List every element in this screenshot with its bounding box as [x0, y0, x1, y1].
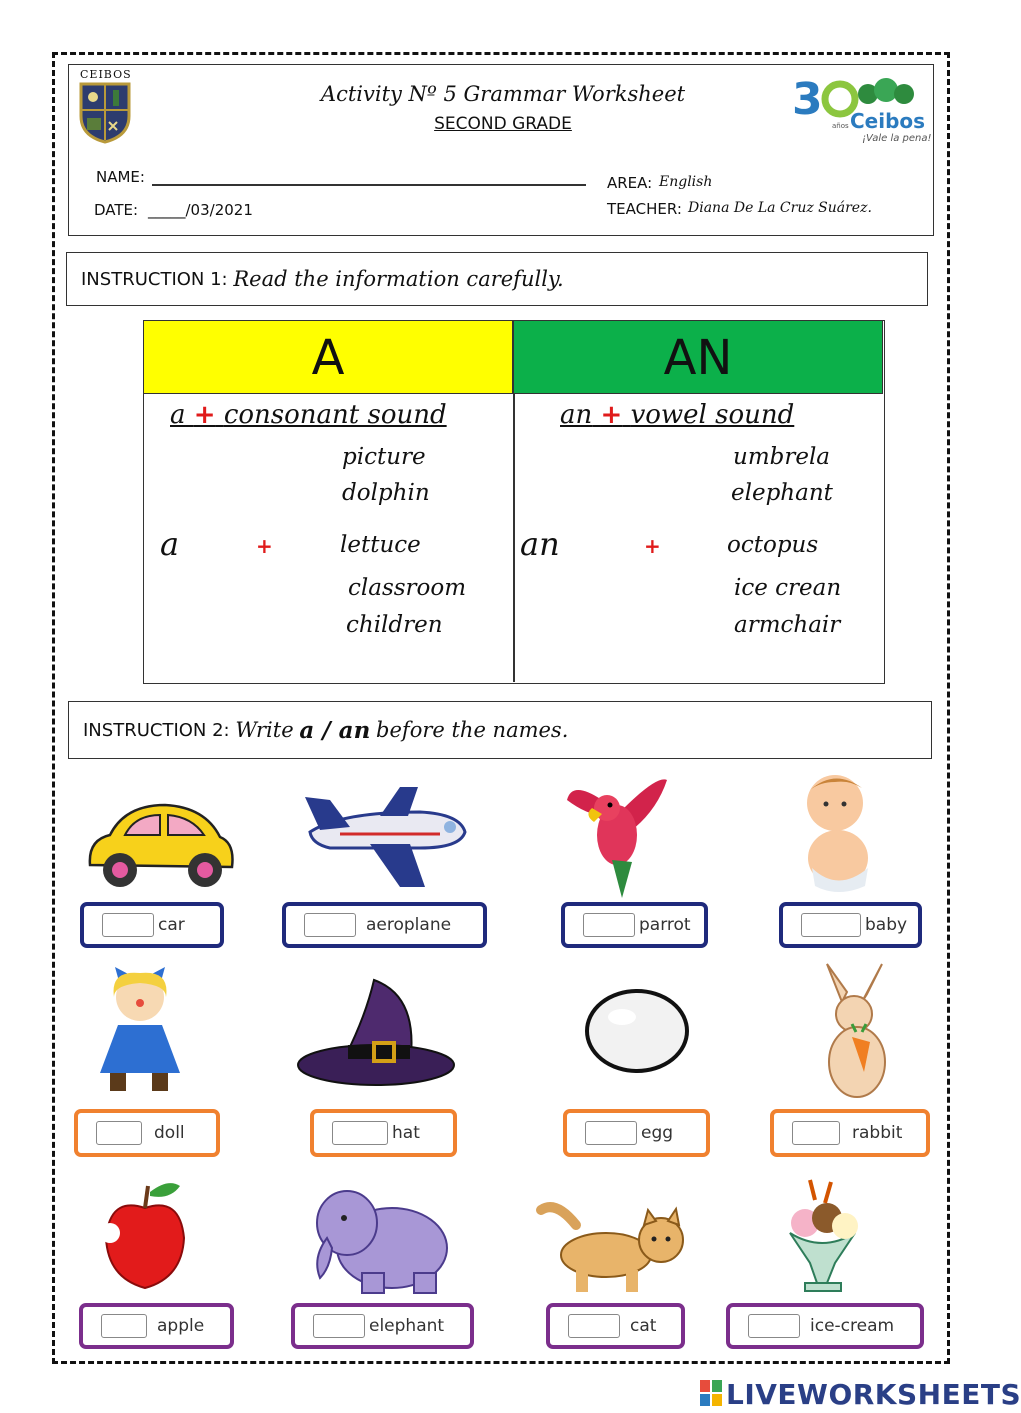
grade-subtitle-text: SECOND GRADE	[434, 114, 572, 134]
answer-input-baby[interactable]	[801, 913, 861, 937]
name-label: NAME:	[96, 168, 145, 186]
logo-text: Ceibos	[850, 109, 926, 133]
svg-text:3: 3	[792, 74, 823, 125]
a-word: picture	[342, 444, 426, 470]
answer-box-parrot	[561, 902, 708, 948]
cat-icon	[536, 1195, 696, 1295]
car-icon	[80, 795, 240, 895]
instruction-1-label: INSTRUCTION 1:	[81, 268, 228, 290]
item-label: rabbit	[852, 1123, 903, 1143]
a-word: lettuce	[340, 532, 421, 558]
instruction-2-label: INSTRUCTION 2:	[83, 719, 230, 741]
instruction-1-text: Read the information carefully.	[233, 267, 564, 291]
answer-box-elephant	[291, 1303, 474, 1349]
logo-tagline: ¡Vale la pena!	[862, 133, 932, 144]
date-value: _____/03/2021	[148, 201, 253, 219]
an-word: umbrela	[733, 444, 831, 470]
grade-subtitle	[250, 114, 756, 134]
a-word: dolphin	[342, 480, 430, 506]
an-rule-right: vowel sound	[630, 400, 795, 430]
a-column-heading: A	[143, 320, 513, 394]
answer-box-ice-cream	[726, 1303, 924, 1349]
doll-icon	[90, 955, 190, 1095]
item-label: baby	[865, 915, 908, 935]
area-value: English	[659, 174, 713, 190]
an-word: armchair	[734, 612, 841, 638]
an-word: ice crean	[734, 575, 842, 601]
date-label: DATE:	[94, 201, 139, 219]
item-label: elephant	[369, 1316, 445, 1336]
an-rule	[560, 400, 794, 430]
an-word: octopus	[727, 532, 819, 558]
area-label: AREA:	[607, 174, 653, 192]
item-label: ice-cream	[810, 1316, 895, 1336]
an-rule-left: an	[560, 400, 593, 430]
worksheet-title: Activity Nº 5 Grammar Worksheet	[320, 82, 686, 106]
answer-input-parrot[interactable]	[583, 913, 635, 937]
item-label: egg	[641, 1123, 674, 1143]
a-article: a	[160, 525, 180, 563]
logo-years: años	[832, 122, 849, 130]
liveworksheets-logo-icon	[700, 1380, 722, 1406]
instruction-2-bold: a / an	[299, 716, 371, 744]
answer-input-apple[interactable]	[101, 1314, 147, 1338]
apple-icon	[100, 1178, 190, 1293]
instruction-2-text-2: before the names.	[376, 718, 569, 742]
answer-box-doll	[74, 1109, 220, 1157]
item-label: apple	[157, 1316, 205, 1336]
school-name: CEIBOS	[80, 68, 132, 81]
a-plus: +	[256, 534, 273, 558]
answer-input-hat[interactable]	[332, 1121, 388, 1145]
answer-box-car	[80, 902, 224, 948]
item-label: doll	[154, 1123, 185, 1143]
a-word: classroom	[348, 575, 467, 601]
baby-icon	[790, 768, 890, 898]
rabbit-icon	[812, 962, 902, 1102]
answer-box-aeroplane	[282, 902, 487, 948]
instruction-2	[68, 701, 932, 759]
a-word: children	[346, 612, 443, 638]
answer-box-baby	[779, 902, 922, 948]
hat-icon	[296, 975, 456, 1090]
answer-input-rabbit[interactable]	[792, 1121, 840, 1145]
answer-box-cat	[546, 1303, 685, 1349]
answer-input-car[interactable]	[102, 913, 154, 937]
a-rule	[170, 400, 447, 430]
answer-input-aeroplane[interactable]	[304, 913, 356, 937]
an-rule-plus: +	[600, 400, 623, 430]
item-label: aeroplane	[366, 915, 452, 935]
item-label: hat	[392, 1123, 420, 1143]
answer-box-hat	[310, 1109, 457, 1157]
teacher-label: TEACHER:	[607, 200, 682, 218]
answer-input-egg[interactable]	[585, 1121, 637, 1145]
an-column-heading: AN	[513, 320, 883, 394]
an-word: elephant	[731, 480, 833, 506]
aeroplane-icon	[300, 782, 470, 892]
elephant-icon	[302, 1178, 462, 1298]
item-label: car	[158, 915, 185, 935]
school-crest-icon	[79, 82, 131, 144]
answer-box-rabbit	[770, 1109, 930, 1157]
answer-input-cat[interactable]	[568, 1314, 620, 1338]
answer-input-elephant[interactable]	[313, 1314, 365, 1338]
ice-cream-icon	[775, 1178, 870, 1298]
egg-icon	[582, 985, 692, 1075]
instruction-1	[66, 252, 928, 306]
answer-box-egg	[563, 1109, 710, 1157]
name-line[interactable]	[152, 184, 586, 186]
item-label: parrot	[639, 915, 691, 935]
an-article: an	[520, 525, 560, 563]
a-rule-left: a	[170, 400, 186, 430]
anniversary-logo	[792, 72, 932, 144]
a-rule-right: consonant sound	[223, 400, 447, 430]
column-divider	[513, 394, 515, 682]
teacher-value: Diana De La Cruz Suárez.	[688, 200, 872, 216]
liveworksheets-brand[interactable]: LIVEWORKSHEETS	[726, 1378, 1021, 1411]
item-label: cat	[630, 1316, 657, 1336]
answer-input-ice-cream[interactable]	[748, 1314, 800, 1338]
an-plus: +	[644, 534, 661, 558]
parrot-icon	[562, 770, 672, 900]
answer-box-apple	[79, 1303, 234, 1349]
a-rule-plus: +	[193, 400, 216, 430]
instruction-2-text-1: Write	[235, 718, 294, 742]
answer-input-doll[interactable]	[96, 1121, 142, 1145]
